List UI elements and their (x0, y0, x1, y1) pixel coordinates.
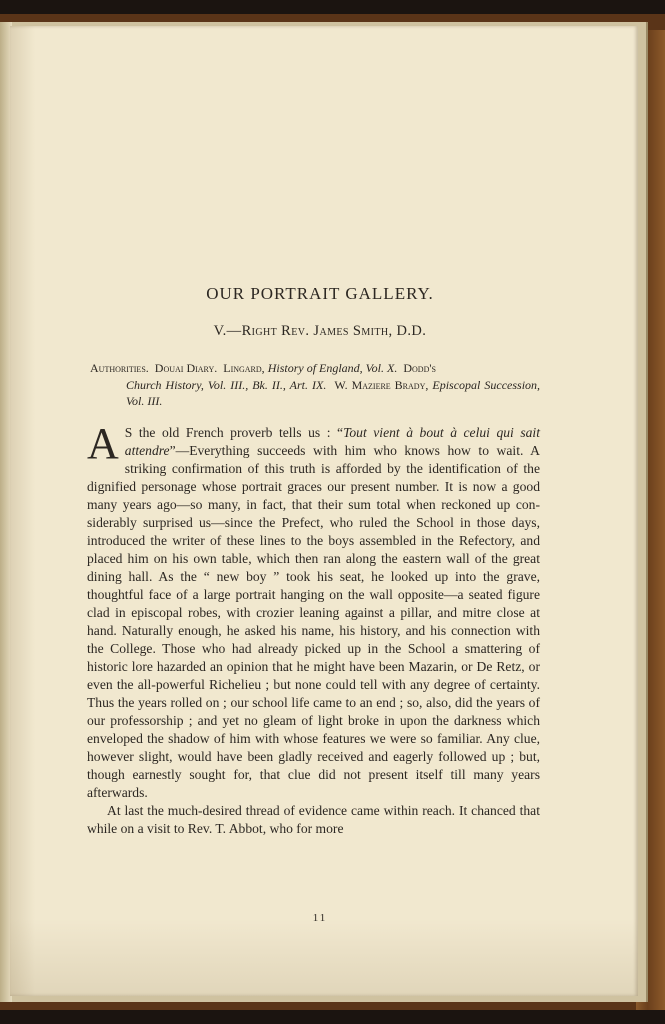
authority-douai-diary: Douai Diary. (154, 361, 218, 375)
authority-brady-author: W. Maziere Brady, (334, 377, 429, 392)
authority-lingard-author: Lingard, (223, 361, 265, 375)
paragraph-1-text: ”—Everything succeeds with him who knows how to wait. A striking confirmation of this truth is afforded by the identification of the dignified personage whose portrait graces our present number. It is now a good many years ago—so many, in fact, that their sum total when reckoned up considerably surprised us—since the Prefect, who ruled the School in those days, introduced the writer of these lines to the boys assembled in the Refectory, and placed him on his own table, which then ran along the eastern wall of the great dining hall. As the “ new boy ” took his seat, he looked up into the grave, thoughtful face of a large portrait hanging on the wall opposite—a seated figure clad in episcopal robes, with crozier leaning against a pillar, and mitre close at hand. Naturally enough, he asked his name, his history, and his connection with the College. Those who had already picked up in the School a smattering of historic lore hazarded an opinion that he might have been Mazarin, or De Retz, or even the all-powerful Richelieu ; but none could tell with any degree of certainty. Thus the years rolled on ; our school life came to an end ; so, also, did the years of our professorship ; and yet no gleam of light broke in upon the darkness which enveloped the shadow of him with whose features we were so familiar. Any clue, however slight, would have been gladly received and eagerly followed up ; but, though earnestly sought for, that clue did not present itself till many years afterwards. (87, 443, 540, 800)
paragraph-2: At last the much-desired thread of evidence came within reach. It chanced that while on a visit to Rev. T. Abbot, who for more (87, 803, 540, 836)
article-body (87, 419, 540, 838)
article-title: OUR PORTRAIT GALLERY. (206, 284, 434, 303)
authority-brady-work: Episcopal Succession, Vol. III. (126, 377, 541, 408)
paragraph-1-opening: S the old French proverb tells us : “ (124, 425, 344, 440)
authorities-note (90, 360, 540, 410)
paragraph-1 (87, 419, 540, 802)
article-subtitle: V.—Right Rev. James Smith, D.D. (213, 323, 427, 339)
drop-cap: A (87, 419, 119, 468)
authority-lingard-work: History of England, Vol. X. (267, 361, 398, 375)
authority-dodd-work: Church History, Vol. III., Bk. II., Art. IX. (126, 377, 327, 392)
authority-dodd-author: Dodd's (403, 361, 436, 375)
authorities-label: Authorities. (90, 361, 149, 375)
page-number: 11 (312, 912, 328, 924)
book-page (10, 26, 638, 996)
french-proverb: Tout vient à bout à celui qui sait attendre (124, 425, 540, 458)
